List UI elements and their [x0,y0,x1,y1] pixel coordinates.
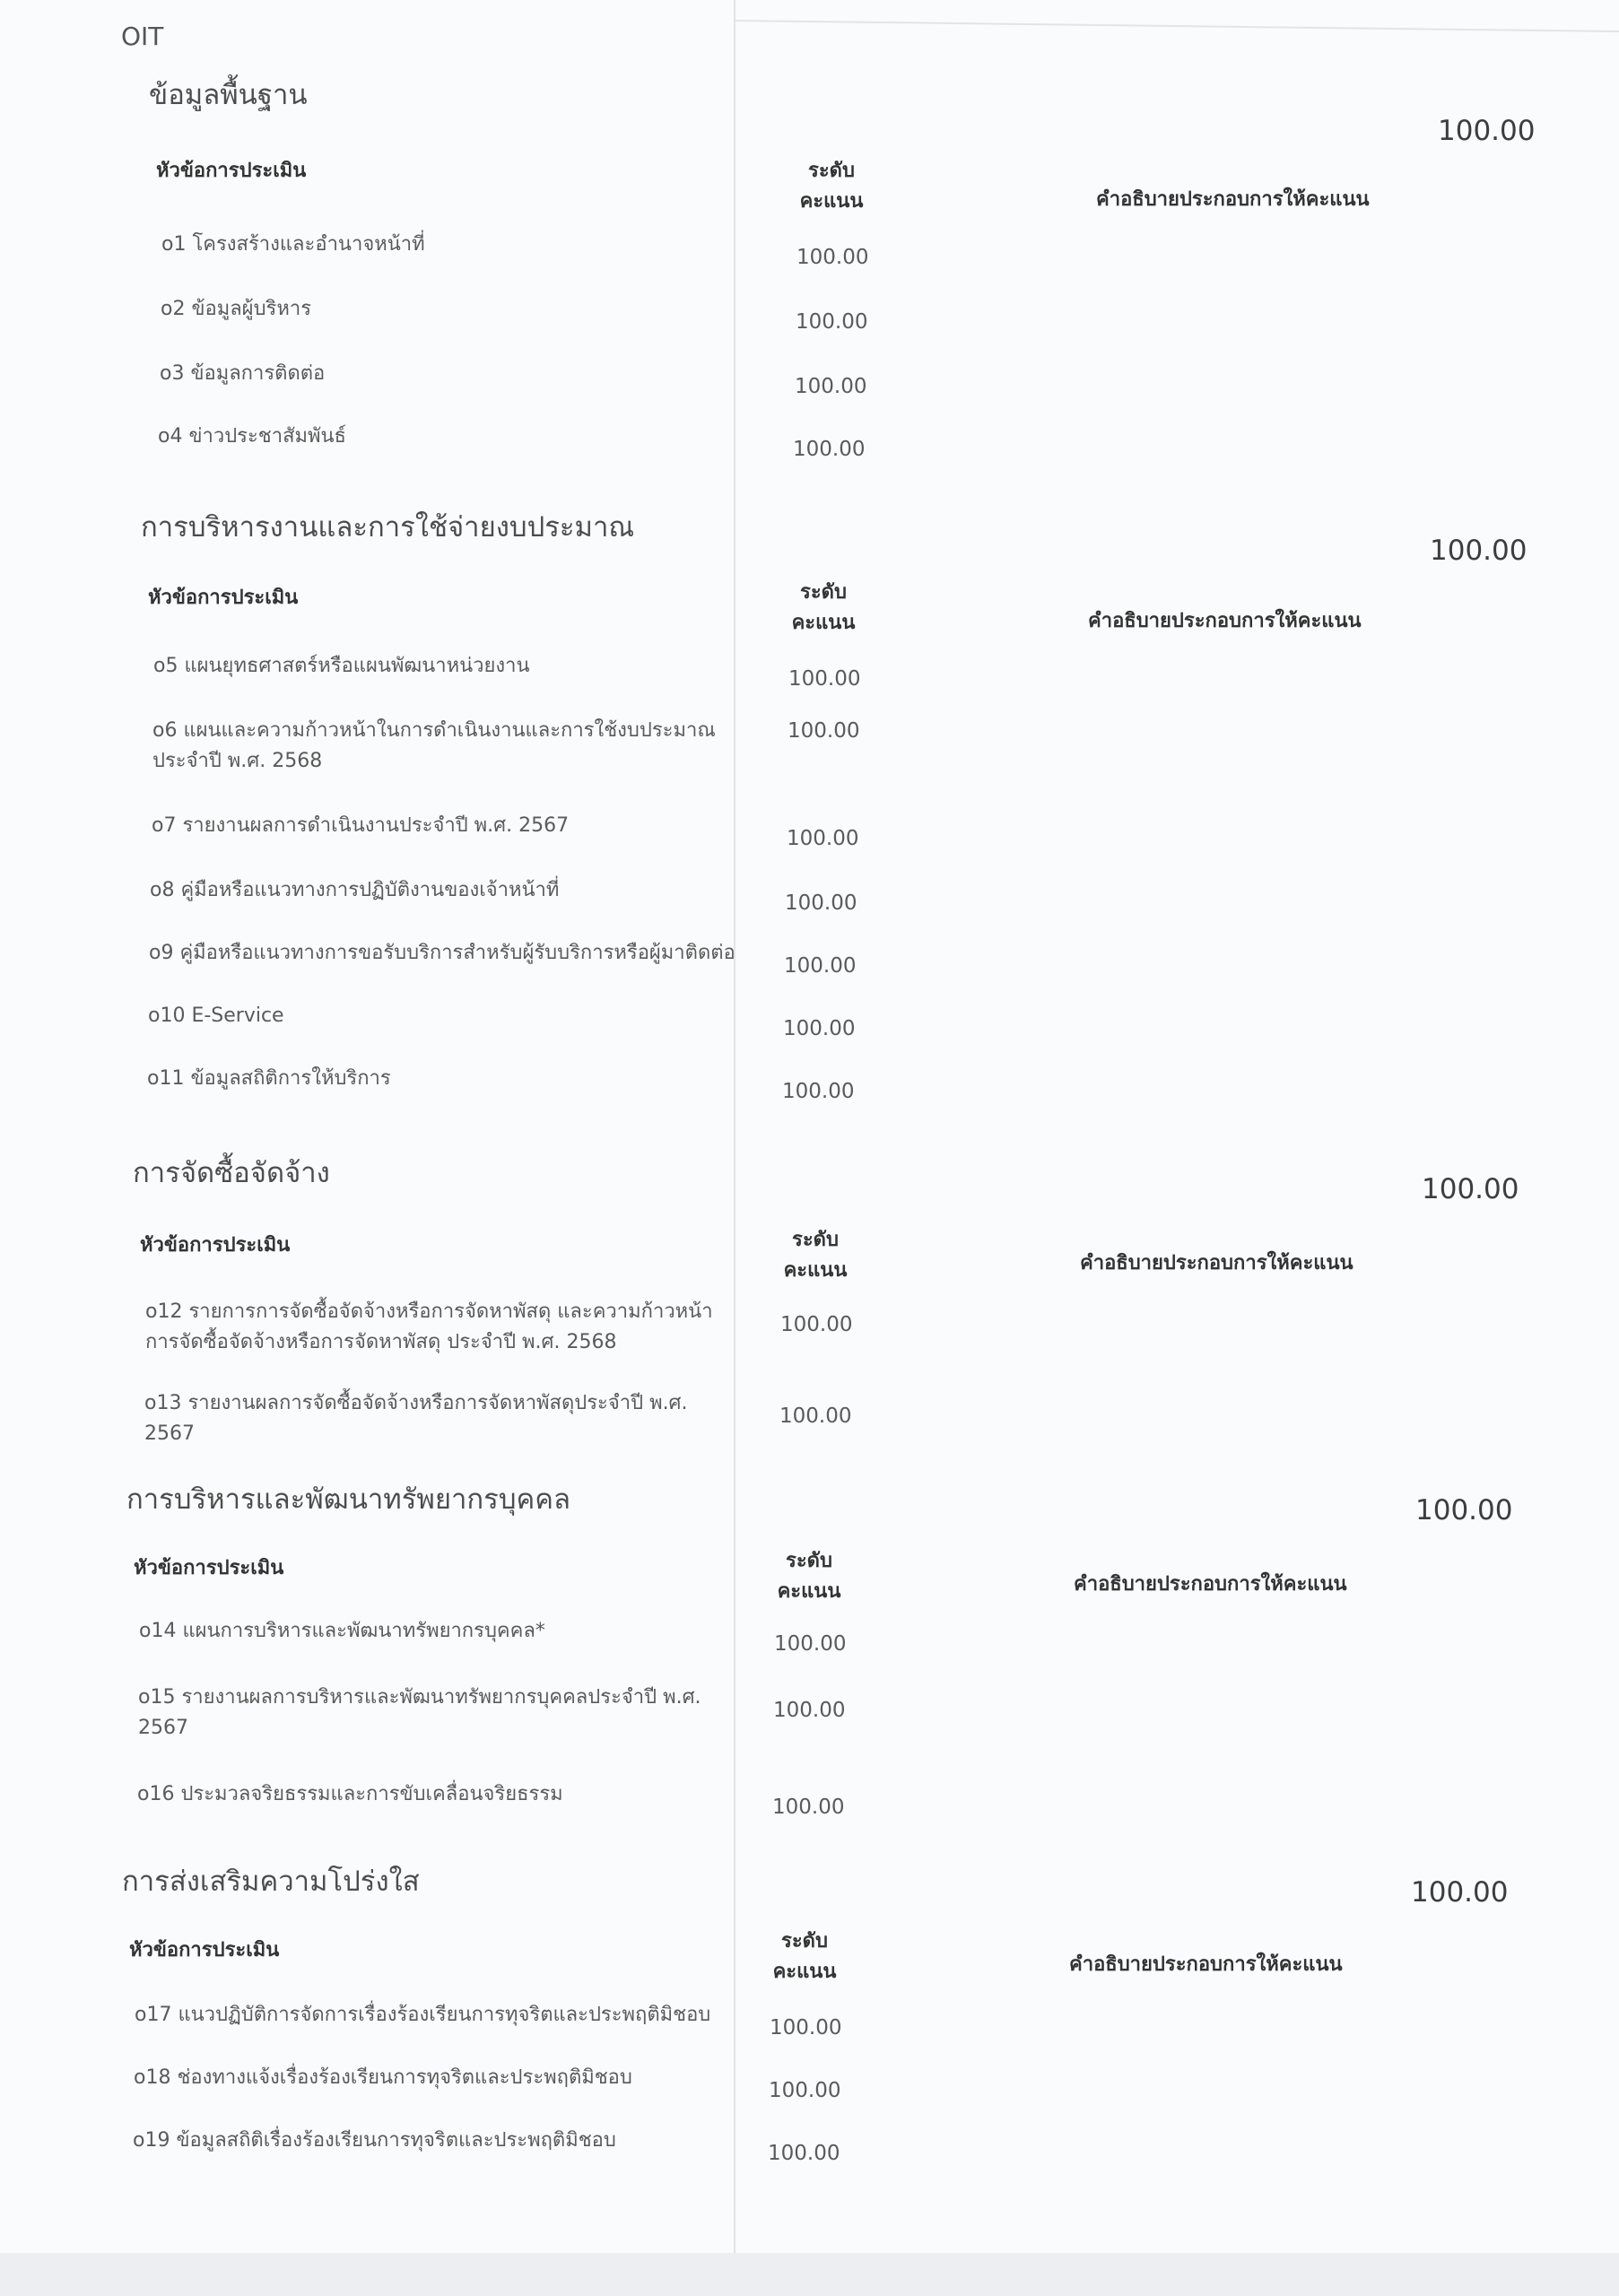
topic-column-header: หัวข้อการประเมิน [134,1557,284,1579]
item-label: o9 คู่มือหรือแนวทางการขอรับบริการสำหรับผู้รับบริการหรือผู้มาติดต่อ [149,942,736,964]
score-header-line1: ระดับ [786,1550,832,1572]
item-label: o15 รายงานผลการบริหารและพัฒนาทรัพยากรบุคคลประจำปี พ.ศ. 2567 [138,1686,701,1739]
score-column-header [766,1225,865,1286]
item-label: o2 ข้อมูลผู้บริหาร [161,298,312,320]
score-header-line2: คะแนน [777,1580,841,1603]
score-column-header [774,578,873,639]
top-rule [734,0,1619,32]
item-score: 100.00 [769,2079,841,2102]
item-label: o17 แนวปฏิบัติการจัดการเรื่องร้องเรียนการทุจริตและประพฤติมิชอบ [135,2004,711,2026]
section-title: การจัดซื้อจัดจ้าง [133,1157,330,1189]
topic-column-header: หัวข้อการประเมิน [148,587,299,609]
item-score: 100.00 [796,310,868,334]
section-total-score: 100.00 [1422,1173,1519,1205]
item-score: 100.00 [785,891,857,915]
item-label: o18 ช่องทางแจ้งเรื่องร้องเรียนการทุจริตและประพฤติมิชอบ [134,2066,632,2089]
score-column-header [760,1546,858,1607]
description-column-header: คำอธิบายประกอบการให้คะแนน [1074,1573,1347,1596]
item-score: 100.00 [780,1313,853,1336]
section-title: การส่งเสริมความโปร่งใส [122,1866,420,1898]
item-label: o7 รายงานผลการดำเนินงานประจำปี พ.ศ. 2567 [152,814,570,837]
document-title: OIT [121,22,164,51]
score-header-line2: คะแนน [791,612,856,634]
item-score: 100.00 [779,1405,852,1428]
bottom-band [0,2253,1619,2296]
item-score: 100.00 [782,1080,855,1103]
section-title: การบริหารและพัฒนาทรัพยากรบุคคล [126,1483,570,1516]
score-column-header [755,1926,854,1987]
item-label: o12 รายการการจัดซื้อจัดจ้างหรือการจัดหาพัสดุ และความก้าวหน้าการจัดซื้อจัดจ้างหรือการจัดหาพัสดุ ประจำปี พ.ศ. 2568 [145,1300,713,1353]
section-total-score: 100.00 [1430,535,1528,567]
item-score: 100.00 [772,1796,845,1819]
item-label: o6 แผนและความก้าวหน้าในการดำเนินงานและการใช้งบประมาณประจำปี พ.ศ. 2568 [152,719,716,772]
item-label: o14 แผนการบริหารและพัฒนาทรัพยากรบุคคล* [139,1620,545,1642]
topic-column-header: หัวข้อการประเมิน [129,1939,280,1961]
item-score: 100.00 [783,1017,856,1040]
description-column-header: คำอธิบายประกอบการให้คะแนน [1080,1252,1354,1274]
item-score: 100.00 [793,438,866,461]
item-score: 100.00 [796,246,869,269]
item-label: o16 ประมวลจริยธรรมและการขับเคลื่อนจริยธรรม [137,1783,563,1805]
section-total-score: 100.00 [1438,115,1536,147]
item-label: o19 ข้อมูลสถิติเรื่องร้องเรียนการทุจริตและประพฤติมิชอบ [133,2129,616,2152]
section-total-score: 100.00 [1415,1494,1513,1526]
item-score: 100.00 [788,719,860,743]
item-score: 100.00 [788,667,861,691]
item-label: o8 คู่มือหรือแนวทางการปฏิบัติงานของเจ้าหน้าที่ [150,879,560,901]
score-header-line2: คะแนน [772,1961,837,1983]
item-label: o4 ข่าวประชาสัมพันธ์ [158,425,346,448]
item-label: o5 แผนยุทธศาสตร์หรือแผนพัฒนาหน่วยงาน [153,655,530,677]
item-score: 100.00 [784,954,857,978]
item-score: 100.00 [770,2016,842,2039]
score-header-line1: ระดับ [808,160,855,182]
item-label: o11 ข้อมูลสถิติการให้บริการ [147,1067,391,1090]
item-label: o13 รายงานผลการจัดซื้อจัดจ้างหรือการจัดหาพัสดุประจำปี พ.ศ. 2567 [144,1392,688,1445]
score-header-line1: ระดับ [792,1229,839,1251]
description-column-header: คำอธิบายประกอบการให้คะแนน [1069,1953,1343,1976]
item-score: 100.00 [787,827,859,850]
section-total-score: 100.00 [1411,1876,1509,1909]
item-score: 100.00 [768,2142,840,2165]
score-column-header [782,156,881,217]
topic-column-header: หัวข้อการประเมิน [140,1234,291,1257]
item-label: o10 E-Service [148,1004,284,1027]
item-score: 100.00 [774,1632,847,1656]
score-header-line2: คะแนน [783,1259,848,1282]
item-label: o1 โครงสร้างและอำนาจหน้าที่ [161,233,425,256]
score-header-line1: ระดับ [781,1930,828,1952]
item-score: 100.00 [795,375,867,398]
item-score: 100.00 [773,1699,846,1722]
section-title: การบริหารงานและการใช้จ่ายงบประมาณ [141,511,635,544]
description-column-header: คำอธิบายประกอบการให้คะแนน [1096,188,1370,211]
score-header-line1: ระดับ [800,581,847,604]
column-divider [734,0,736,2296]
topic-column-header: หัวข้อการประเมิน [156,160,307,182]
section-title: ข้อมูลพื้นฐาน [149,79,308,111]
score-header-line2: คะแนน [799,190,864,213]
description-column-header: คำอธิบายประกอบการให้คะแนน [1088,610,1362,632]
item-label: o3 ข้อมูลการติดต่อ [160,362,326,385]
